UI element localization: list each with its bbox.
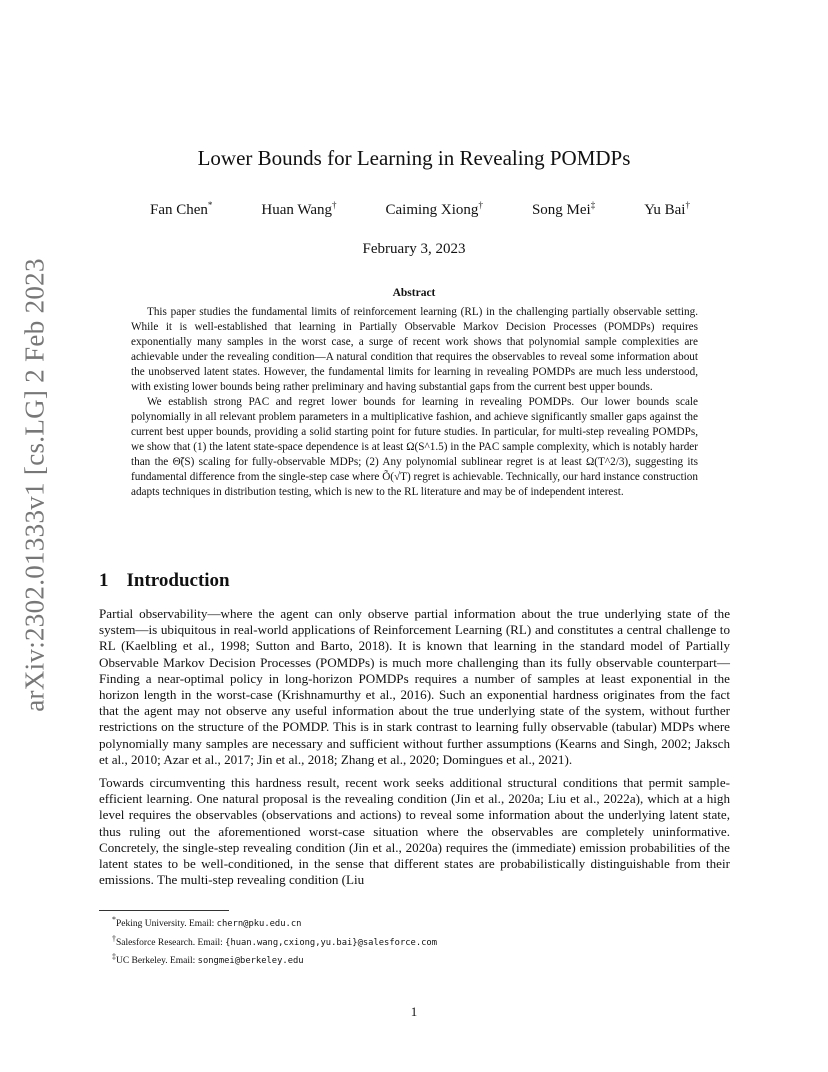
footnote: ‡UC Berkeley. Email: songmei@berkeley.edu (112, 952, 304, 967)
body-paragraph: Towards circumventing this hardness result, recent work seeks additional structural conditions that permit sample-efficient learning. One natural proposal is the revealing condition (Jin et al., 2020a; Liu et al., 2022a), which at a high level requires the observables (observations and actions) to reveal some information about the underlying latent state, thus ruling out the aforementioned worst-case situation where the observables are completely uninformative. Concretely, the single-step revealing condition (Jin et al., 2020a) requires the (immediate) emission probabilities of the latent states to be well-conditioned, in the sense that different states are probabilistically distinguishable from their emissions. The multi-step revealing condition (Liu (99, 775, 730, 888)
footnote: *Peking University. Email: chern@pku.edu.cn (112, 915, 302, 930)
abstract (131, 305, 698, 500)
body-text (99, 606, 730, 895)
body-paragraph: Partial observability—where the agent can only observe partial information about the true underlying state of the system—is ubiquitous in real-world applications of Reinforcement Learning (RL) and constitutes a central challenge to RL (Kaelbling et al., 1998; Sutton and Barto, 2018). It is known that learning in the standard model of Partially Observable Markov Decision Processes (POMDPs) is much more challenging than its fully observable counterpart—Finding a near-optimal policy in long-horizon POMDPs requires a number of samples at least exponential in the horizon length in the worst-case (Krishnamurthy et al., 2016). Such an exponential hardness originates from the fact that the agent may not observe any useful information about the true underlying state of the system, without further restrictions on the structure of the POMDP. This is in stark contrast to learning fully observable (tabular) MDPs where polynomially many samples are necessary and sufficient without further assumptions (Kearns and Singh, 2002; Jaksch et al., 2010; Azar et al., 2017; Jin et al., 2018; Zhang et al., 2020; Domingues et al., 2021). (99, 606, 730, 767)
paper-date: February 3, 2023 (362, 241, 466, 257)
abstract-paragraph: We establish strong PAC and regret lower bounds for learning in revealing POMDPs. Our lower bounds scale polynomially in all relevant problem parameters in a multiplicative fashion, and achieve significantly smaller gaps against the current best upper bounds, providing a solid starting point for future studies. In particular, for multi-step revealing POMDPs, we show that (1) the latent state-space dependence is at least Ω(S^1.5) in the PAC sample complexity, which is notably harder than the Θ̃(S) scaling for fully-observable MDPs; (2) Any polynomial sublinear regret is at least Ω(T^2/3), suggesting its fundamental difference from the single-step case where Õ(√T) regret is achievable. Technically, our hard instance construction adapts techniques in distribution testing, which is new to the RL literature and may be of independent interest. (131, 396, 698, 498)
section-heading: 1 Introduction (99, 570, 230, 591)
abstract-paragraph: This paper studies the fundamental limits of reinforcement learning (RL) in the challenging partially observable setting. While it is well-established that learning in Partially Observable Markov Decision Processes (POMDPs) requires exponentially many samples in the worst case, a surge of recent work shows that polynomial sample complexities are achievable under the revealing condition—A natural condition that requires the observables to reveal some information about the unobserved latent states. However, the fundamental limits for learning in revealing POMDPs are much less understood, with existing lower bounds being rather preliminary and having substantial gaps from the current best upper bounds. (131, 306, 698, 393)
paper-title: Lower Bounds for Learning in Revealing POMDPs (197, 146, 631, 170)
author: Fan Chen* (150, 200, 213, 218)
page-number: 1 (410, 1004, 418, 1019)
footnote-rule (99, 910, 229, 911)
author-list (150, 200, 690, 219)
author: Yu Bai† (644, 200, 690, 218)
abstract-heading: Abstract (392, 287, 436, 299)
author: Caiming Xiong† (385, 200, 483, 218)
footnote: †Salesforce Research. Email: {huan.wang,cxiong,yu.bai}@salesforce.com (112, 933, 438, 948)
arxiv-identifier: arXiv:2302.01333v1 [cs.LG] 2 Feb 2023 (19, 258, 50, 712)
footnotes (112, 913, 437, 969)
author: Huan Wang† (261, 200, 337, 218)
author: Song Mei‡ (531, 200, 596, 218)
